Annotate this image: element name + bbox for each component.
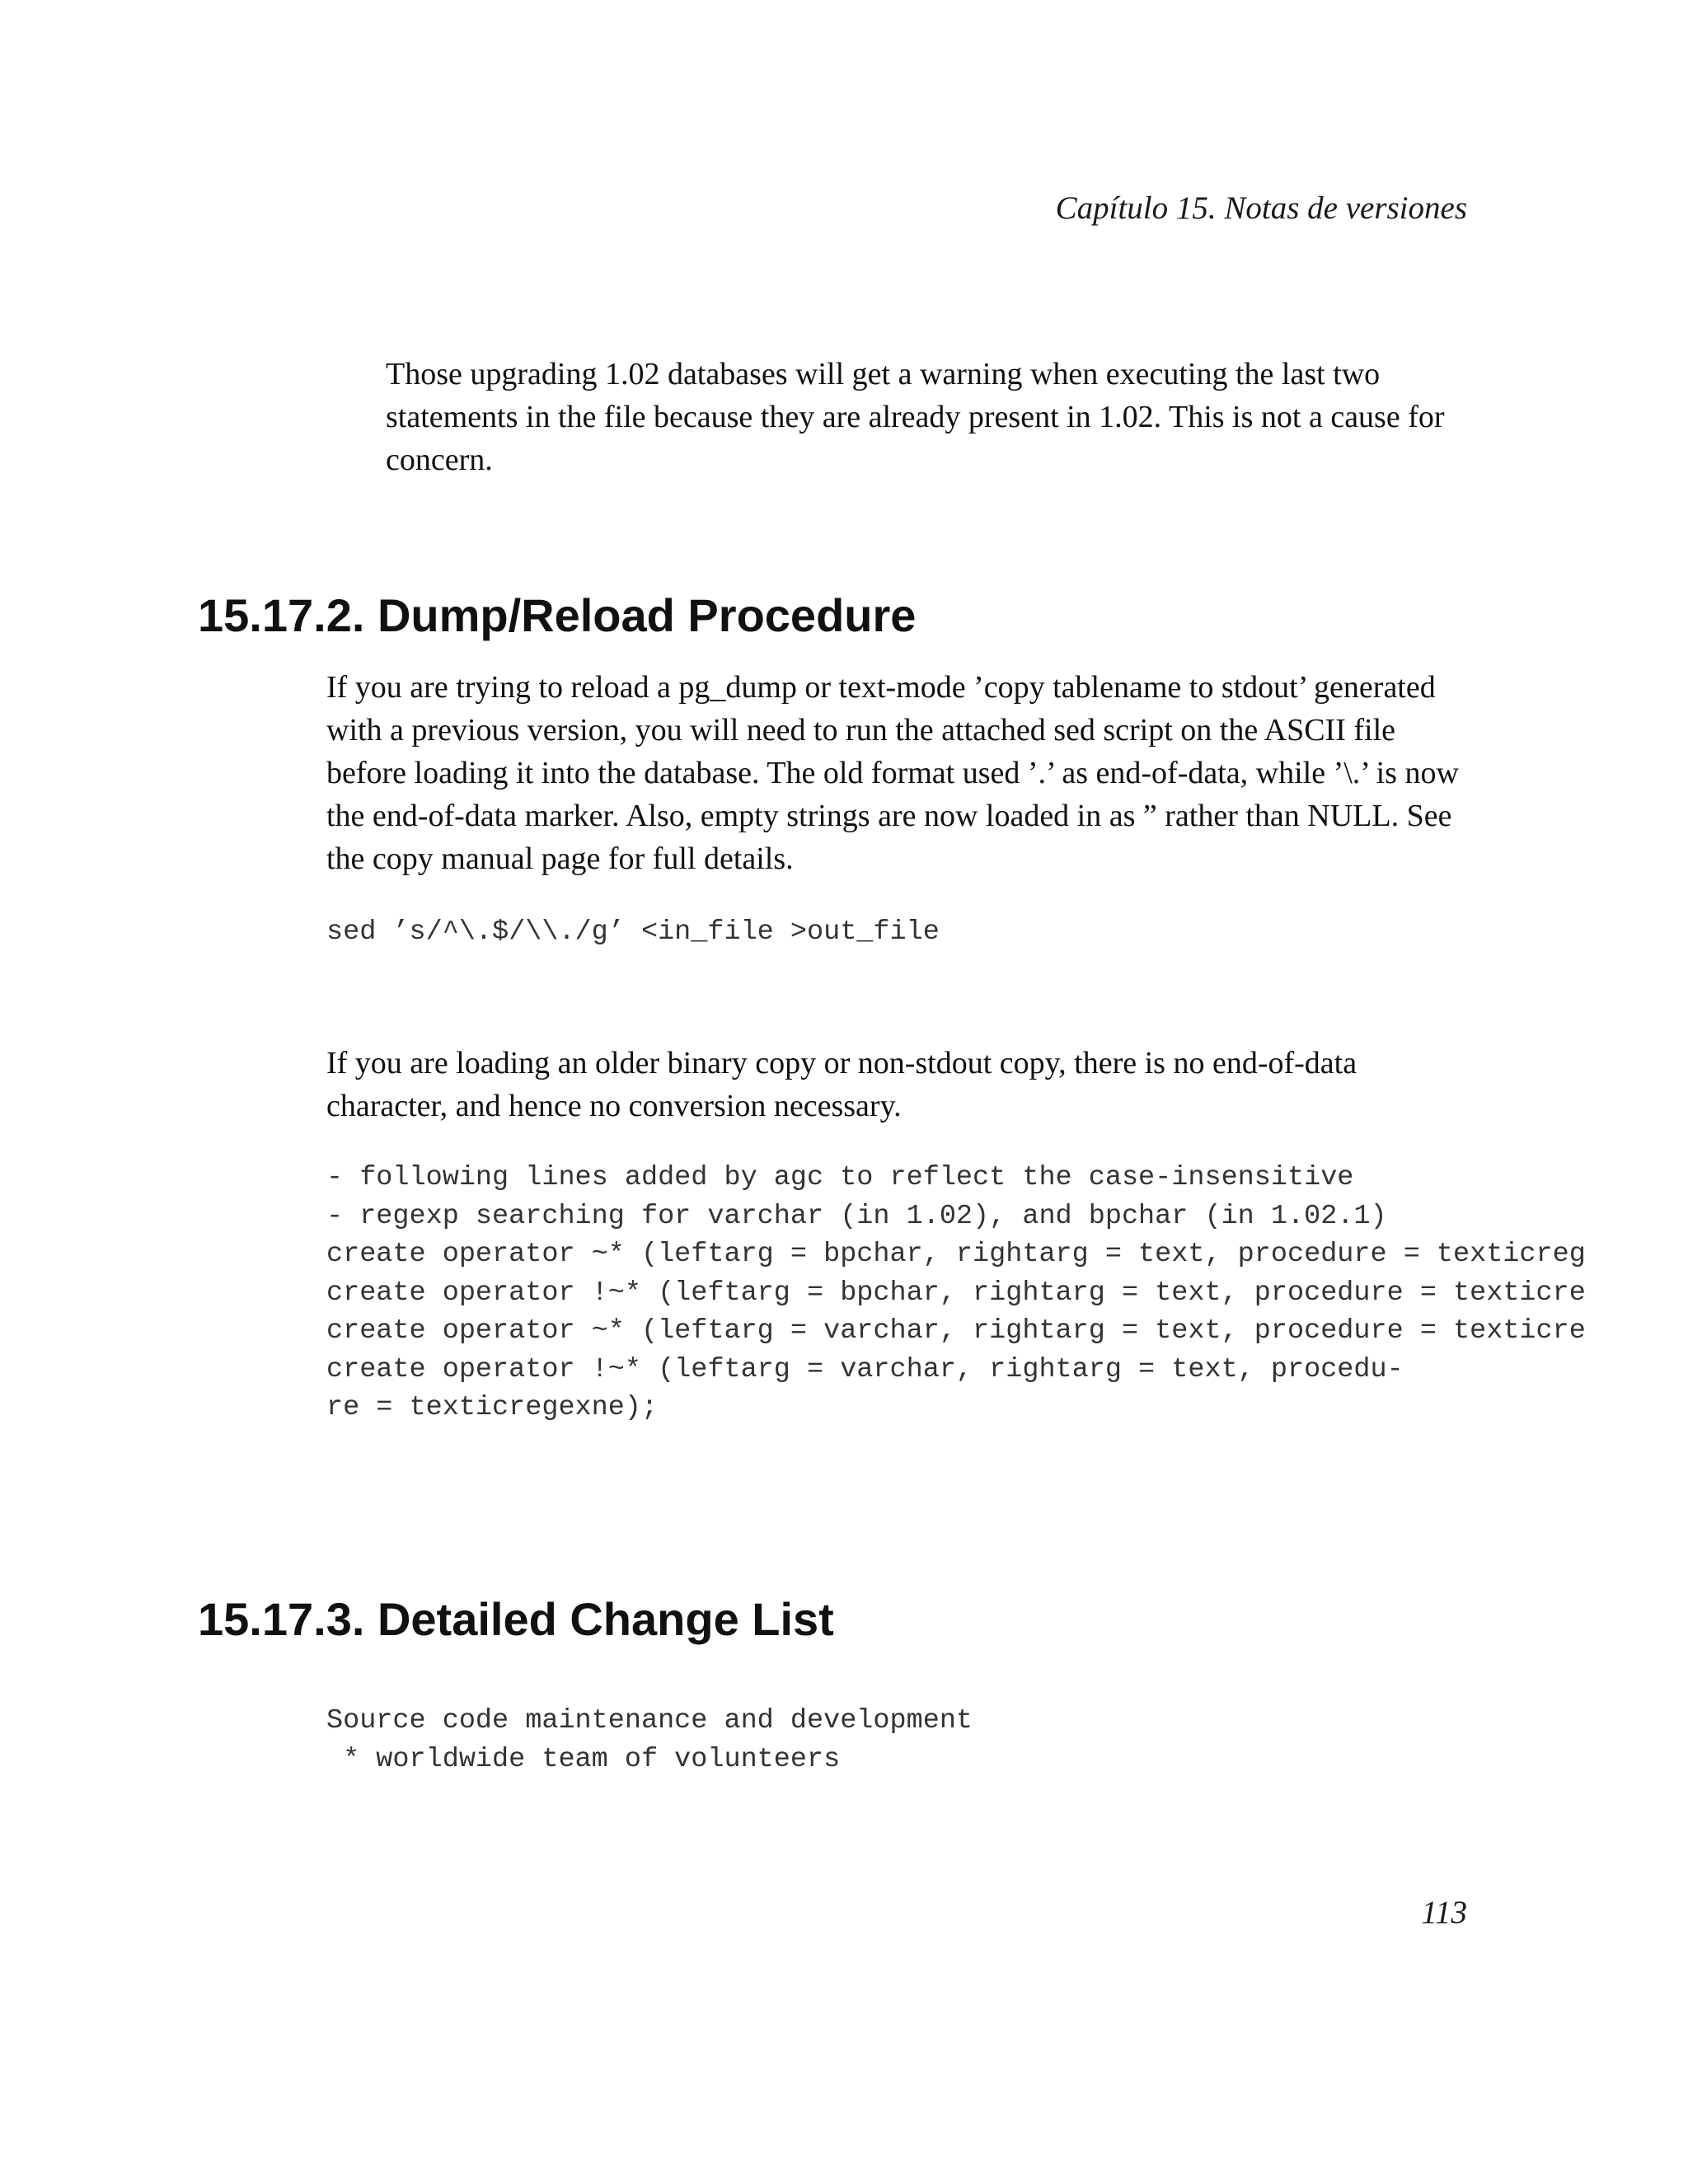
running-header: Capítulo 15. Notas de versiones bbox=[1055, 190, 1467, 226]
binary-copy-paragraph: If you are loading an older binary copy or non-stdout copy, there is no end-of-data character, and hence no conversion necessary. bbox=[326, 1046, 1357, 1123]
change-list-code-block: Source code maintenance and development * worldwide team of volunteers bbox=[326, 1705, 973, 1775]
upgrade-note-paragraph: Those upgrading 1.02 databases will get a warning when executing the last two statements in the file because they are already present in 1.02. This is not a cause for concern. bbox=[386, 357, 1445, 477]
section-heading-change-list: 15.17.3. Detailed Change List bbox=[198, 1593, 834, 1645]
page-number: 113 bbox=[1421, 1895, 1467, 1930]
dump-reload-paragraph: If you are trying to reload a pg_dump or text-mode ’copy tablename to stdout’ generated with a previous version, you will need to run the attached sed script on the ASCII file before loading it into the database. The old format used ’.’ as end-of-data, while ’\.’ is now the end-of-data marker. Also, empty strings are now loaded in as ” rather than NULL. See the copy manual page for full details. bbox=[326, 670, 1459, 876]
sed-command-code: sed ’s/^\.$/\\./g’ <in_file >out_file bbox=[326, 916, 940, 948]
section-heading-dump-reload: 15.17.2. Dump/Reload Procedure bbox=[198, 589, 917, 641]
create-operator-code-block: - following lines added by agc to reflect the case-insensitive - regexp searching for varchar (in 1.02), and bpchar (in 1.02.1) create operator ~* (leftarg = bpchar, rightarg = text, procedure = texticreg create operator !~* (leftarg = bpchar, rightarg = text, procedure = texticre create operator ~* (leftarg = varchar, rightarg = text, procedure = texticre create operator !~* (leftarg = varchar, rightarg = text, procedu- re = texticregexne); bbox=[326, 1162, 1586, 1423]
